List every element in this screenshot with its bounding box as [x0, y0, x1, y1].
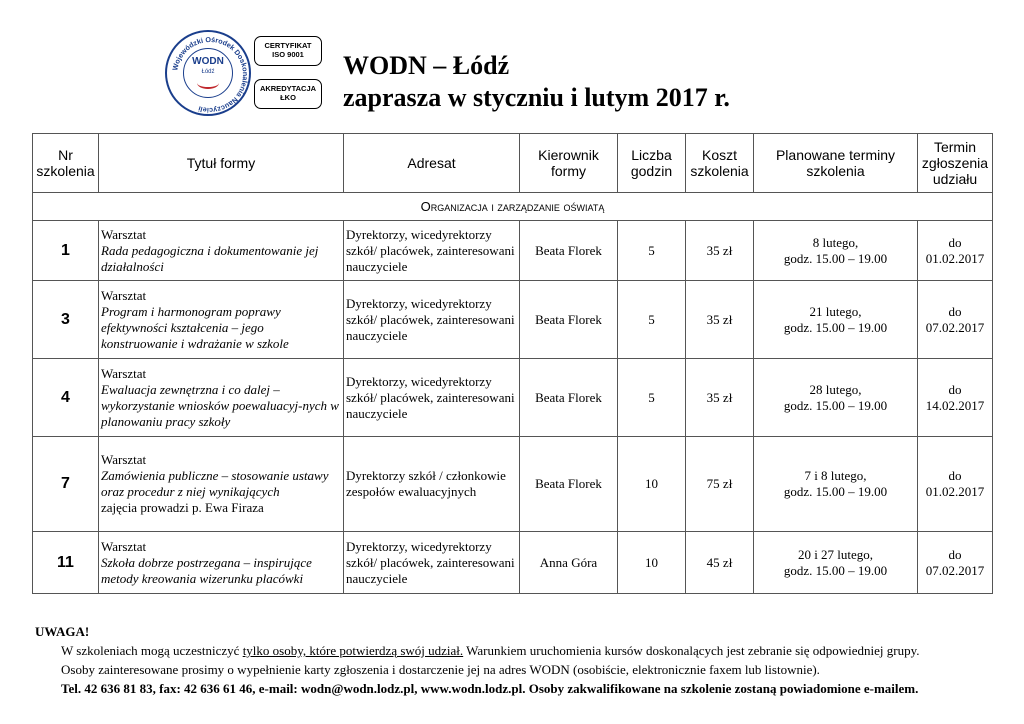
termin-date: 20 i 27 lutego, — [797, 546, 874, 562]
termin-date: 8 lutego, — [812, 234, 859, 250]
table-row — [33, 359, 993, 437]
notice-text: Warunkiem uruchomienia kursów doskonalących jest zebranie się odpowiedniej grupy. — [463, 643, 920, 658]
row-number: 4 — [33, 359, 99, 437]
notice-underlined-text: tylko osoby, które potwierdzą swój udział. — [242, 643, 464, 658]
kierownik-cell: Beata Florek — [520, 359, 618, 437]
notice-paragraph-1 — [35, 641, 990, 660]
training-title-cell — [99, 437, 344, 532]
adresat-cell: Dyrektorzy, wicedyrektorzy szkół/ placówek, zainteresowani nauczyciele — [344, 221, 520, 281]
zgloszenie-cell — [918, 437, 993, 532]
koszt-cell: 35 zł — [686, 281, 754, 359]
zgloszenie-label: do — [948, 381, 962, 397]
table-row — [33, 437, 993, 532]
termin-date: 21 lutego, — [809, 303, 862, 319]
training-schedule-table — [32, 133, 993, 594]
training-title-cell — [99, 281, 344, 359]
koszt-cell: 75 zł — [686, 437, 754, 532]
title-line-2: zaprasza w styczniu i lutym 2017 r. — [343, 83, 730, 112]
zgloszenie-cell — [918, 221, 993, 281]
zgloszenie-cell — [918, 532, 993, 594]
notice-text: W szkoleniach mogą uczestniczyć — [61, 643, 243, 658]
logo-emblem — [183, 48, 233, 98]
contact-info: Tel. 42 636 81 83, fax: 42 636 61 46, e-mail: wodn@wodn.lodz.pl, www.wodn.lodz.pl. Osoby zakwalifikowane na szkolenie zostaną powiadomione e-mailem. — [61, 681, 919, 696]
zgloszenie-cell — [918, 281, 993, 359]
logo-subtext: Łódź — [201, 69, 215, 75]
row-number: 1 — [33, 221, 99, 281]
termin-date: 28 lutego, — [809, 381, 862, 397]
table-row — [33, 281, 993, 359]
form-type: Warsztat — [101, 365, 147, 381]
column-header: Nr szkolenia — [33, 134, 99, 193]
row-number: 3 — [33, 281, 99, 359]
section-row — [33, 193, 993, 221]
godzin-cell: 10 — [618, 437, 686, 532]
zgloszenie-date: 07.02.2017 — [925, 319, 985, 335]
table-row — [33, 532, 993, 594]
column-header: Planowane terminy szkolenia — [754, 134, 918, 193]
termin-cell — [754, 281, 918, 359]
adresat-cell: Dyrektorzy szkół / członkowie zespołów ewaluacyjnych — [344, 437, 520, 532]
section-title: Organizacja i zarządzanie oświatą — [420, 199, 605, 214]
training-title: Program i harmonogram poprawy efektywności kształcenia – jego konstruowanie i wdrażanie w szkole — [101, 303, 289, 351]
godzin-cell: 5 — [618, 221, 686, 281]
iso-certificate-badge — [254, 36, 322, 66]
termin-cell — [754, 359, 918, 437]
kierownik-cell: Anna Góra — [520, 532, 618, 594]
column-header: Liczba godzin — [618, 134, 686, 193]
column-header: Adresat — [344, 134, 520, 193]
training-extra: zajęcia prowadzi p. Ewa Firaza — [101, 500, 264, 515]
column-header: Kierownik formy — [520, 134, 618, 193]
column-header: Termin zgłoszenia udziału — [918, 134, 993, 193]
termin-hours: godz. 15.00 – 19.00 — [783, 319, 888, 335]
row-number: 7 — [33, 437, 99, 532]
form-type: Warsztat — [101, 452, 147, 467]
logo-text: WODN — [192, 56, 224, 67]
training-title: Szkoła dobrze postrzegana – inspirujące metody kreowania wizerunku placówki — [101, 554, 312, 586]
koszt-cell: 35 zł — [686, 221, 754, 281]
godzin-cell: 10 — [618, 532, 686, 594]
kierownik-cell: Beata Florek — [520, 221, 618, 281]
zgloszenie-cell — [918, 359, 993, 437]
koszt-cell: 45 zł — [686, 532, 754, 594]
training-title-cell — [99, 532, 344, 594]
title-line-1: WODN – Łódź — [343, 51, 510, 80]
form-type: Warsztat — [101, 226, 147, 242]
training-title: Rada pedagogiczna i dokumentowanie jej działalności — [101, 242, 319, 274]
termin-hours: godz. 15.00 – 19.00 — [783, 397, 888, 413]
form-type: Warsztat — [101, 538, 147, 554]
zgloszenie-label: do — [948, 234, 962, 250]
zgloszenie-date: 07.02.2017 — [925, 562, 985, 578]
zgloszenie-label: do — [948, 546, 962, 562]
cert-line: AKREDYTACJA — [259, 84, 317, 94]
cert-line: ISO 9001 — [272, 50, 304, 59]
cert-line: CERTYFIKAT — [264, 41, 312, 51]
column-header: Tytuł formy — [99, 134, 344, 193]
zgloszenie-date: 01.02.2017 — [925, 484, 985, 499]
cert-line: ŁKO — [280, 93, 296, 102]
godzin-cell: 5 — [618, 281, 686, 359]
training-title-cell — [99, 221, 344, 281]
kierownik-cell: Beata Florek — [520, 437, 618, 532]
zgloszenie-label: do — [948, 303, 962, 319]
table-row — [33, 221, 993, 281]
godzin-cell: 5 — [618, 359, 686, 437]
termin-hours: godz. 15.00 – 19.00 — [783, 562, 888, 578]
accreditation-badge — [254, 79, 322, 109]
training-title-cell — [99, 359, 344, 437]
zgloszenie-date: 01.02.2017 — [925, 250, 985, 266]
logo-mark-icon — [197, 77, 219, 89]
koszt-cell: 35 zł — [686, 359, 754, 437]
column-header: Koszt szkolenia — [686, 134, 754, 193]
row-number: 11 — [33, 532, 99, 594]
adresat-cell: Dyrektorzy, wicedyrektorzy szkół/ placówek, zainteresowani nauczyciele — [344, 359, 520, 437]
wodn-logo — [165, 30, 251, 116]
notice-heading: UWAGA! — [35, 624, 90, 639]
kierownik-cell: Beata Florek — [520, 281, 618, 359]
termin-hours: godz. 15.00 – 19.00 — [783, 250, 888, 266]
zgloszenie-label: do — [948, 468, 962, 483]
zgloszenie-date: 14.02.2017 — [925, 397, 985, 413]
notice-section — [35, 622, 990, 698]
notice-paragraph-2: Osoby zainteresowane prosimy o wypełnienie karty zgłoszenia i dostarczenie jej na adres WODN (osobiście, elektronicznie faxem lub listownie). — [61, 662, 820, 677]
header-row — [33, 134, 993, 193]
training-title: Ewaluacja zewnętrzna i co dalej – wykorzystanie wniosków poewaluacyj-nych w planowaniu pracy szkoły — [101, 381, 339, 429]
termin-cell — [754, 437, 918, 532]
form-type: Warsztat — [101, 287, 147, 303]
termin-cell — [754, 221, 918, 281]
termin-date: 7 i 8 lutego, — [804, 468, 867, 483]
termin-hours: godz. 15.00 – 19.00 — [783, 484, 888, 499]
termin-cell — [754, 532, 918, 594]
page-title — [343, 50, 730, 114]
adresat-cell: Dyrektorzy, wicedyrektorzy szkół/ placówek, zainteresowani nauczyciele — [344, 532, 520, 594]
svg-text:Wojewódzki Ośrodek Doskonaleni: Wojewódzki Ośrodek Doskonalenia Nauczycieli — [170, 34, 251, 116]
training-title: Zamówienia publiczne – stosowanie ustawy oraz procedur z niej wynikających — [101, 468, 329, 499]
adresat-cell: Dyrektorzy, wicedyrektorzy szkół/ placówek, zainteresowani nauczyciele — [344, 281, 520, 359]
